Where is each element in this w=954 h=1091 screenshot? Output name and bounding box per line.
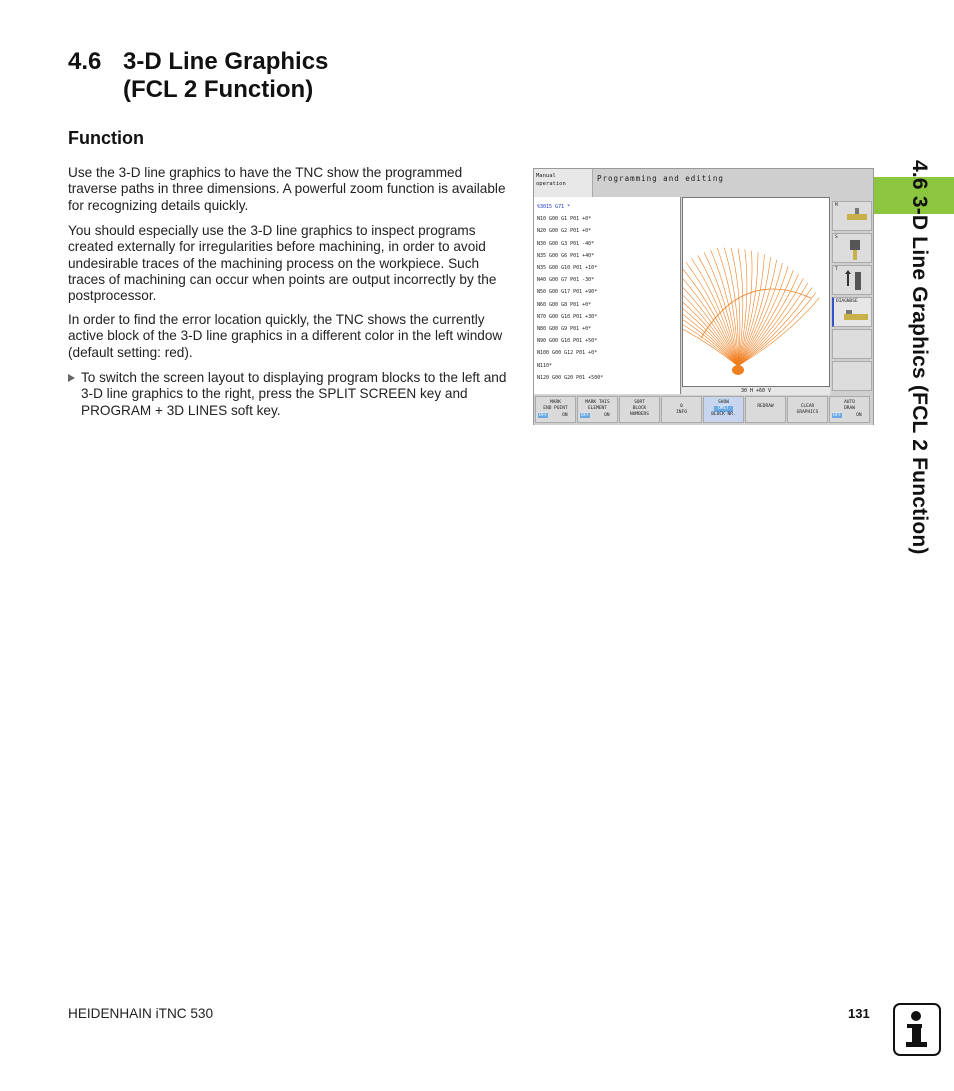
tool-icon <box>833 266 873 296</box>
empty-vertical-key[interactable] <box>832 329 872 359</box>
diagnose-key[interactable]: DIAGNOSE <box>832 297 872 327</box>
m-function-icon <box>833 202 873 232</box>
program-line: N35 G00 G6 P01 +40* <box>537 252 595 259</box>
program-line: N10 G00 G1 P01 +0* <box>537 216 592 223</box>
spindle-icon <box>833 234 873 264</box>
section-title-line1: 3-D Line Graphics <box>123 48 329 75</box>
line-graphics-window <box>682 197 830 387</box>
tool-path-lines <box>683 248 819 375</box>
section-heading <box>68 48 328 104</box>
program-line: N100 G00 G12 P01 +0* <box>537 350 598 357</box>
mark-this-element-softkey[interactable]: MARK THIS ELEMENT OFF ON <box>577 396 618 423</box>
program-line: N30 G00 G3 P01 -40* <box>537 240 595 247</box>
program-line: N50 G00 G17 P01 +90* <box>537 289 598 296</box>
mode-label-line1: Manual <box>536 173 556 179</box>
empty-vertical-key[interactable] <box>832 361 872 391</box>
tool-path-base <box>732 365 744 375</box>
program-line: N90 G00 G10 P01 +50* <box>537 338 598 345</box>
tnc-screenshot <box>533 168 874 425</box>
program-line: N120 G00 G20 P01 +500* <box>537 374 604 381</box>
section-number: 4.6 <box>68 48 102 75</box>
section-title-line2: (FCL 2 Function) <box>123 76 314 103</box>
program-line: N40 G00 G7 P01 -30* <box>537 277 595 284</box>
bullet-arrow-icon <box>68 374 75 382</box>
tool-path-graphic <box>683 198 829 386</box>
program-line: N80 G00 G9 P01 +0* <box>537 326 592 333</box>
subheading-function: Function <box>68 128 144 148</box>
info-softkey[interactable]: 0 INFO <box>661 396 702 423</box>
redraw-softkey[interactable]: REDRAW <box>745 396 786 423</box>
screen-title: Programming and editing <box>593 169 873 197</box>
softkey-bar <box>534 395 873 425</box>
tool-path-line <box>683 275 738 367</box>
program-line: N70 G00 G10 P01 +30* <box>537 313 598 320</box>
instruction-text: To switch the screen layout to displaying program blocks to the left and 3-D line graphics to the right, press the SPLIT SCREEN key and PROGRAM + 3D LINES soft key. <box>81 370 507 418</box>
tool-path-line <box>738 248 743 366</box>
program-line: N110* <box>537 362 553 369</box>
program-listing <box>534 197 681 394</box>
program-line: N60 G00 G8 P01 +0* <box>537 301 592 308</box>
paragraph-3: In order to find the error location quickly, the TNC shows the currently active block of the 3-D line graphics in a different color in the left window (default setting: red). <box>68 312 503 360</box>
paragraph-2: You should especially use the 3-D line graphics to inspect programs created externally for irregularities before machining, in order to avoid undesirable traces of the machining process on the workpiece. Such traces of machining can occur when points are output incorrectly by the postprocessor. <box>68 223 497 304</box>
instruction-bullet <box>68 370 514 419</box>
program-line: %3015 G71 * <box>537 204 571 210</box>
program-line: N20 G00 G2 P01 +0* <box>537 228 592 235</box>
m-function-key[interactable]: M <box>832 201 872 231</box>
mode-label-line2: operation <box>536 181 566 187</box>
t-function-key[interactable]: T <box>832 265 872 295</box>
side-tab-title: 4.6 3-D Line Graphics (FCL 2 Function) <box>908 160 931 555</box>
show-omit-block-nr-softkey[interactable]: SHOW OMIT BLOCK NR. <box>703 396 744 423</box>
operating-mode-box <box>534 169 593 197</box>
paragraph-1: Use the 3-D line graphics to have the TNC show the programmed traverse paths in three dimensions. A powerful zoom function is available for recognizing details quickly. <box>68 165 506 213</box>
mark-end-point-softkey[interactable]: MARK END POINT OFF ON <box>535 396 576 423</box>
vertical-softkey-panel <box>831 197 873 395</box>
footer-product: HEIDENHAIN iTNC 530 <box>68 1006 214 1021</box>
clear-graphics-softkey[interactable]: CLEAR GRAPHICS <box>787 396 828 423</box>
sort-block-numbers-softkey[interactable]: SORT BLOCK NUMBERS <box>619 396 660 423</box>
info-icon <box>893 1003 941 1056</box>
coordinate-readout: 30 H +60 V <box>682 387 830 395</box>
page-number: 131 <box>848 1006 870 1021</box>
s-function-key[interactable]: S <box>832 233 872 263</box>
program-line: N35 G00 G10 P01 +10* <box>537 265 598 272</box>
auto-draw-softkey[interactable]: AUTO DRAW OFF ON <box>829 396 870 423</box>
